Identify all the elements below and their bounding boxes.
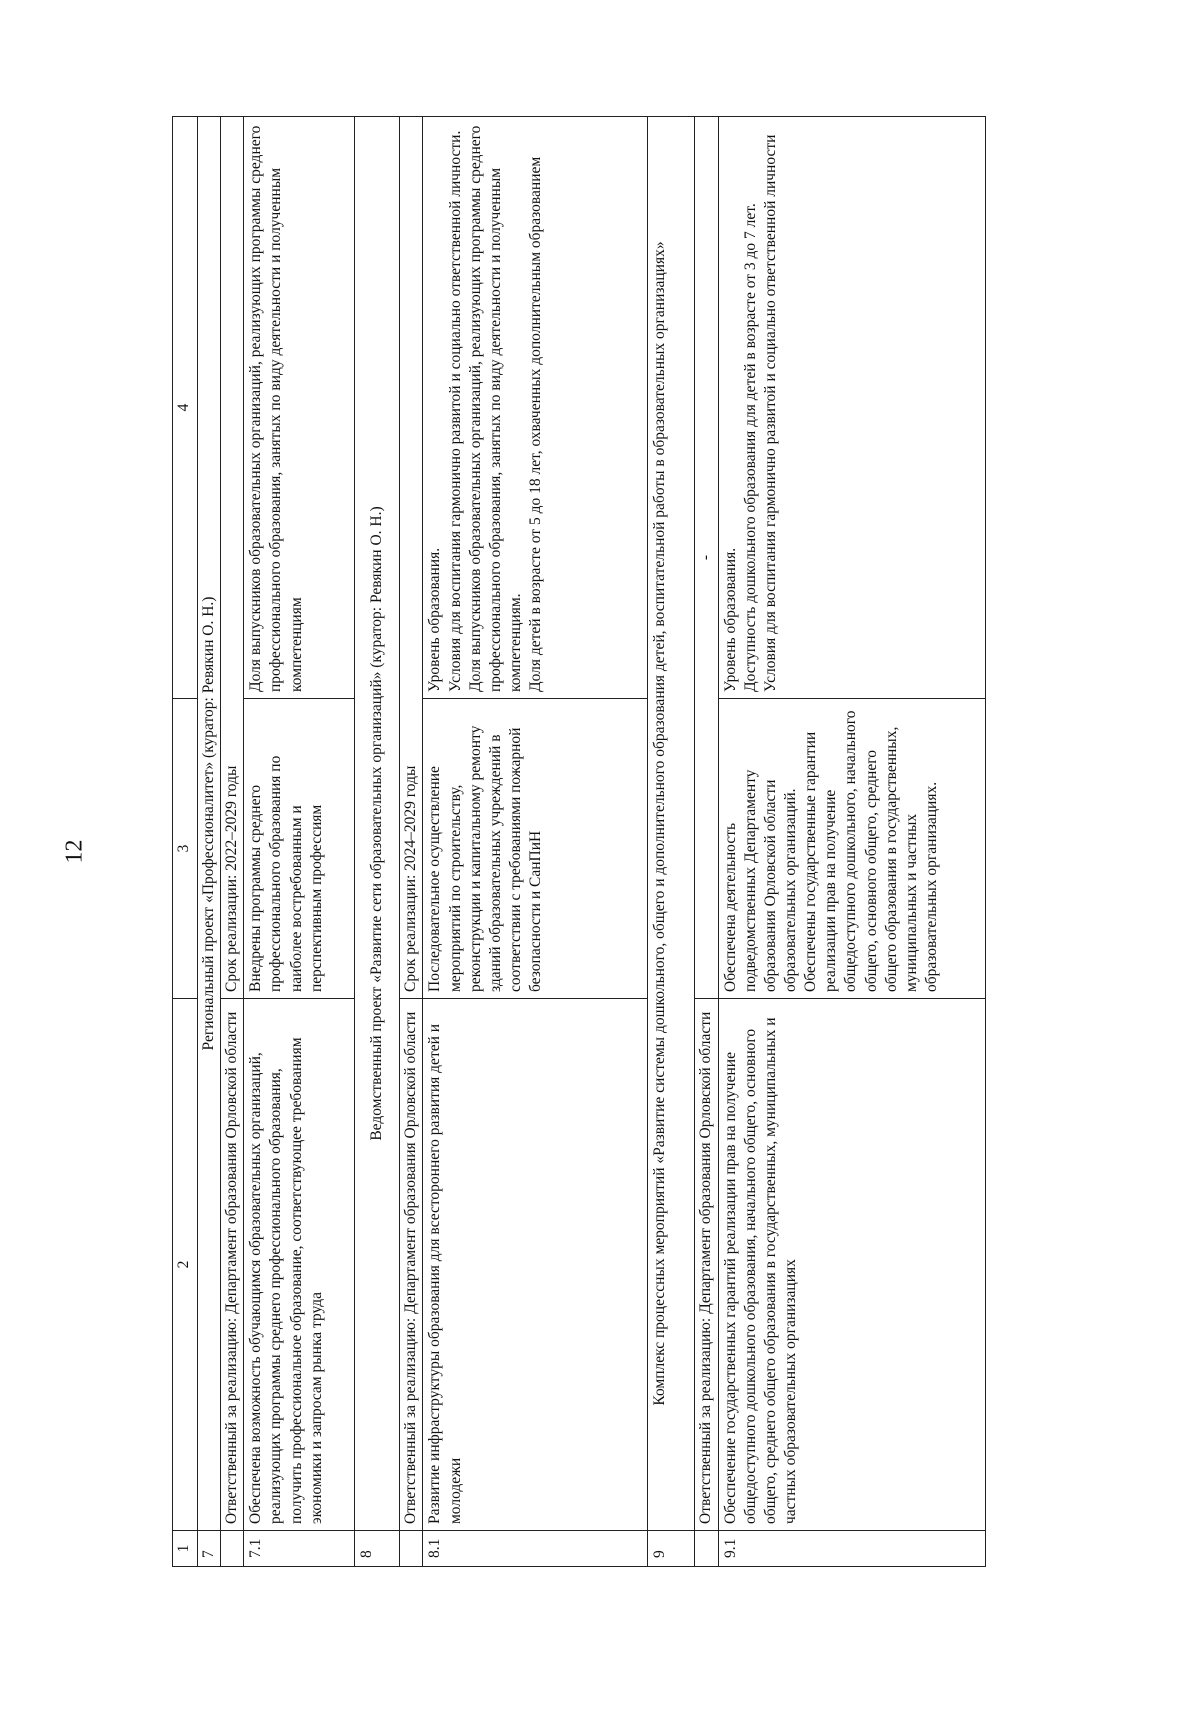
rotated-page-content [172, 117, 1096, 1567]
section-number: 8 [355, 1531, 400, 1567]
task-cell: Обеспечена возможность обучающимся образовательных организаций, реализующих программы среднего профессионального образования, получить профессиональное образование, соответствующее требованиям экономики и запросам рынка труда [244, 999, 355, 1531]
term-cell: Срок реализации: 2024–2029 годы [400, 117, 423, 999]
column-header-3: 3 [173, 699, 198, 999]
page-number: 12 [61, 839, 88, 864]
row-number: 8.1 [423, 1531, 648, 1567]
table-row [423, 117, 648, 1567]
result-cell: Внедрены программы среднего профессионального образования по наиболее востребованным и перспективным профессиям [244, 699, 355, 999]
empty-cell [695, 1531, 718, 1567]
column-number-row [173, 117, 198, 1567]
term-cell: Срок реализации: 2022–2029 годы [221, 117, 244, 999]
program-structure-table [172, 116, 986, 1567]
result-cell: Последовательное осуществление мероприятий по строительству, реконструкции и капитальному ремонту зданий образовательных учреждений в соответствии с требованиями пожарной безопасности и СанПиН [423, 699, 648, 999]
section-responsible-row [221, 117, 244, 1567]
indicator-cell: Доля выпускников образовательных организаций, реализующих программы среднего профессионального образования, занятых по виду деятельности и полученным компетенциям [244, 117, 355, 699]
responsible-cell: Ответственный за реализацию: Департамент образования Орловской области [400, 999, 423, 1531]
result-cell: Обеспечена деятельность подведомственных Департаменту образования Орловской области образовательных организаций. Обеспечены государственные гарантии реализации прав на получение общедоступного дошкольного, начального общего, основного общего, среднего общего образования в государственных, муниципальных и частных образовательных организациях. [718, 699, 985, 999]
column-header-2: 2 [173, 999, 198, 1531]
empty-cell [221, 1531, 244, 1567]
section-responsible-row [400, 117, 423, 1567]
column-header-1: 1 [173, 1531, 198, 1567]
section-title: Комплекс процессных мероприятий «Развитие системы дошкольного, общего и дополнительного образования детей, воспитательной работы в образовательных организациях» [648, 117, 695, 1531]
task-cell: Развитие инфраструктуры образования для всестороннего развития детей и молодежи [423, 999, 648, 1531]
table-row [718, 117, 985, 1567]
section-number: 9 [648, 1531, 695, 1567]
task-cell: Обеспечение государственных гарантий реализации прав на получение общедоступного дошкольного образования, начального общего, основного общего, среднего общего образования в государственных, муниципальных и частных образовательных организациях [718, 999, 985, 1531]
section-title: Ведомственный проект «Развитие сети образовательных организаций» (куратор: Ревякин О. Н.) [355, 117, 400, 1531]
section-title-row [648, 117, 695, 1567]
section-responsible-row [695, 117, 718, 1567]
section-number: 7 [198, 1531, 221, 1567]
responsible-cell: Ответственный за реализацию: Департамент образования Орловской области [695, 999, 718, 1531]
term-dash-cell: - [695, 117, 718, 999]
column-header-4: 4 [173, 117, 198, 699]
section-title-row [198, 117, 221, 1567]
table-row [244, 117, 355, 1567]
row-number: 7.1 [244, 1531, 355, 1567]
responsible-cell: Ответственный за реализацию: Департамент образования Орловской области [221, 999, 244, 1531]
indicator-cell: Уровень образования. Доступность дошкольного образования для детей в возрасте от 3 до 7 лет. Условия для воспитания гармонично развитой и социально ответственной личности [718, 117, 985, 699]
indicator-cell: Уровень образования. Условия для воспитания гармонично развитой и социально ответственной личности. Доля выпускников образовательных организаций, реализующих программы среднего профессионального образования, занятых по виду деятельности и полученным компетенциям. Доля детей в возрасте от 5 до 18 лет, охваченных дополнительным образованием [423, 117, 648, 699]
section-title: Региональный проект «Профессионалитет» (куратор: Ревякин О. Н.) [198, 117, 221, 1531]
row-number: 9.1 [718, 1531, 985, 1567]
section-title-row [355, 117, 400, 1567]
empty-cell [400, 1531, 423, 1567]
